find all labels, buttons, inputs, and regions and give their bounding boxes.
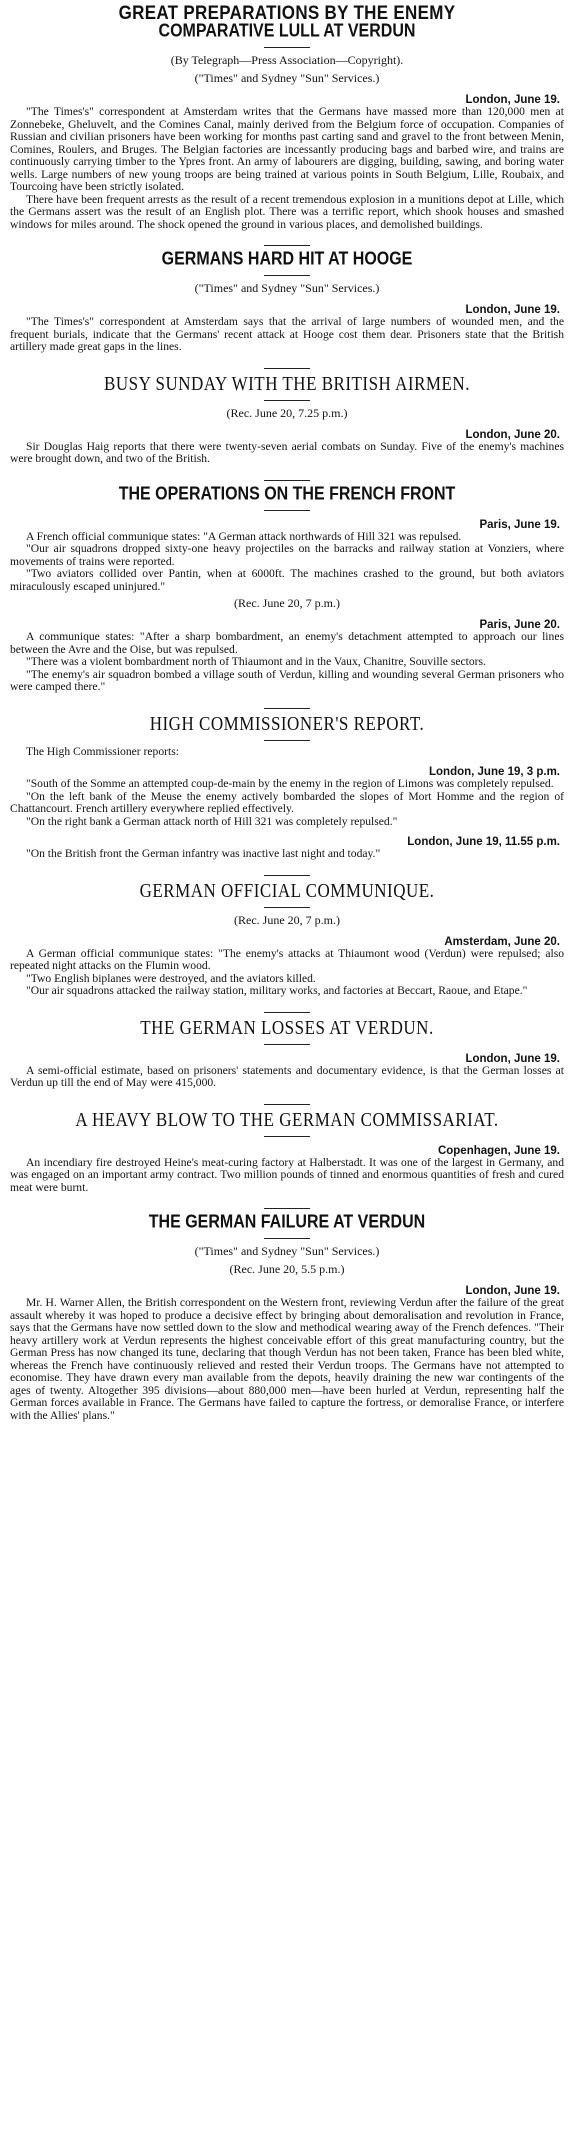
article-heading: GERMANS HARD HIT AT HOOGE <box>161 249 413 270</box>
divider-rule <box>264 400 310 401</box>
article-heading: GERMAN OFFICIAL COMMUNIQUE. <box>139 879 435 901</box>
paragraph: "There was a violent bombardment north of Thiaumont and in the Vaux, Chanitre, Souville sectors. <box>26 655 486 668</box>
paragraph: A French official communique states: "A German attack northwards of Hill 321 was repulsed. <box>26 529 462 543</box>
paragraph: "The enemy's air squadron bombed a village south of Verdun, killing and wounding several German prisoners who were camped there." <box>10 667 564 693</box>
article-section <box>10 23 564 231</box>
dateline: Copenhagen, June 19. <box>437 1144 560 1157</box>
paragraph: "Our air squadrons attacked the railway station, military works, and factories at Beccart, Raoue, and Etape." <box>26 984 528 997</box>
divider-rule <box>264 1208 310 1209</box>
dateline: London, June 19. <box>465 1052 560 1065</box>
article-heading: THE GERMAN FAILURE AT VERDUN <box>148 1212 426 1233</box>
paragraph: "Two aviators collided over Pantin, when at 6000ft. The machines crashed to the ground, but both aviators miraculously escaped uninjured." <box>10 567 564 593</box>
article-heading: BUSY SUNDAY WITH THE BRITISH AIRMEN. <box>104 372 470 394</box>
page-title: GREAT PREPARATIONS BY THE ENEMY <box>118 1 456 24</box>
paragraph: "Two English biplanes were destroyed, and the aviators killed. <box>26 971 316 985</box>
dateline: Paris, June 20. <box>479 619 560 631</box>
article-section <box>10 480 564 694</box>
article-heading: COMPARATIVE LULL AT VERDUN <box>158 21 416 42</box>
divider-rule <box>264 47 310 48</box>
divider-rule <box>264 740 310 741</box>
article-heading: HIGH COMMISSIONER'S REPORT. <box>149 712 425 734</box>
divider-rule <box>264 1044 310 1045</box>
article-heading: A HEAVY BLOW TO THE GERMAN COMMISSARIAT. <box>75 1108 499 1130</box>
article-heading: THE GERMAN LOSSES AT VERDUN. <box>140 1016 434 1038</box>
article-section <box>10 1208 564 1422</box>
dateline: Amsterdam, June 20. <box>444 935 560 948</box>
paragraph: An incendiary fire destroyed Heine's meat-curing factory at Halberstadt. It was one of the largest in Germany, and was engaged on an important army contract. Two million pounds of tinned and enormous quantities of fresh and cured meat were burnt. <box>10 1155 564 1194</box>
article-section <box>10 368 564 466</box>
article-section <box>10 1104 564 1195</box>
service-credit: ("Times" and Sydney "Sun" Services.) <box>194 281 380 295</box>
paragraph: Mr. H. Warner Allen, the British correspondent on the Western front, reviewing Verdun after the failure of the great assault whereby it was hoped to produce a decisive effect by bringing about demoralisation and revolution in France, says that the Germans have now settled down to the slow and methodical wearing away of the French defences. "Their heavy artillery work at Verdun represents the highest conceivable effort of this great manufacturing country, but the German Press has now changed its tune, declaring that though Verdun has not been taken, France has been bled white, whereas the French have continuously relieved and rested their Verdun troops. The Germans have not attempted to economise. They have drawn every man available from the depots, heavily draining the new war contingents of the ages of twenty. Altogether 395 divisions—about 880,000 men—have been hurled at Verdun, representing half the German forces available in France. The Germans have failed to capture the fortress, or demoralise France, or interfere with the Allies' plans." <box>10 1296 564 1422</box>
divider-rule <box>264 907 310 908</box>
paragraph: "On the right bank a German attack north of Hill 321 was completely repulsed." <box>26 814 398 828</box>
dateline: London, June 19. <box>465 1285 560 1297</box>
divider-rule <box>264 875 310 876</box>
service-credit: (Rec. June 20, 7.25 p.m.) <box>226 405 348 420</box>
received-line: (Rec. June 20, 7 p.m.) <box>234 596 340 610</box>
paragraph: A semi-official estimate, based on prisoners' statements and documentary evidence, is that the German losses at Verdun up till the end of May were 415,000. <box>10 1063 564 1089</box>
dateline: Paris, June 19. <box>479 518 560 531</box>
dateline: London, June 19, 3 p.m. <box>429 766 560 778</box>
dateline: London, June 19. <box>465 94 560 106</box>
divider-rule <box>264 1136 310 1137</box>
divider-rule <box>264 1238 310 1239</box>
article-heading: THE OPERATIONS ON THE FRENCH FRONT <box>118 484 456 504</box>
article-section <box>10 875 564 998</box>
dateline: London, June 20. <box>465 428 560 441</box>
divider-rule <box>264 1104 310 1105</box>
divider-rule <box>264 275 310 276</box>
paragraph: "On the British front the German infantry was inactive last night and today." <box>26 847 381 860</box>
paragraph: "South of the Somme an attempted coup-de-main by the enemy in the region of Limons was completely repulsed. <box>26 777 554 790</box>
dateline: London, June 19, 11.55 p.m. <box>407 836 560 848</box>
dateline: London, June 19. <box>465 304 560 316</box>
service-credit: (By Telegraph—Press Association—Copyright). <box>170 53 404 67</box>
article-section <box>10 245 564 354</box>
divider-rule <box>264 480 310 481</box>
service-credit: ("Times" and Sydney "Sun" Services.) <box>194 71 380 85</box>
paragraph: "On the left bank of the Meuse the enemy actively bombarded the slopes of Mort Homme and the region of Chattancourt. French artillery everywhere replied effectively. <box>10 789 564 815</box>
paragraph: "Our air squadrons dropped sixty-one heavy projectiles on the barracks and railway station at Vonziers, where movements of trains were reported. <box>10 542 564 568</box>
paragraph: Sir Douglas Haig reports that there were twenty-seven aerial combats on Sunday. Five of the enemy's machines were brought down, and two of the British. <box>10 439 564 465</box>
lead-line: The High Commissioner reports: <box>26 744 179 758</box>
service-credit: ("Times" and Sydney "Sun" Services.) <box>194 1244 380 1258</box>
divider-rule <box>264 708 310 709</box>
paragraph: "The Times's" correspondent at Amsterdam writes that the Germans have massed more than 120,000 men at Zonnebeke, Gheluvelt, and the Comines Canal, mainly derived from the Belgium force of occupation. Companies of Russian and civilian prisoners have been working for months past carting sand and gravel to the front between Menin, Comines, Roulers, and Bruges. The Belgian factories are incessantly producing bags and barbed wire, and trains are continuously carrying timber to the Ypres front. An army of labourers are digging, building, sawing, and boring water wells. Large numbers of new young troops are being trained at various points in South Belgium, Lille, Roubaix, and Tourcoing have been strictly isolated. <box>10 105 564 193</box>
article-section <box>10 1012 564 1090</box>
service-credit: (Rec. June 20, 7 p.m.) <box>234 912 340 927</box>
paragraph: A German official communique states: "The enemy's attacks at Thiaumont wood (Verdun) were repulsed; also repeated night attacks on the Flumin wood. <box>10 946 564 972</box>
service-credit: (Rec. June 20, 5.5 p.m.) <box>229 1262 345 1276</box>
paragraph: A communique states: "After a sharp bombardment, an enemy's detachment attempted to approach our lines between the Avre and the Oise, but was repulsed. <box>10 630 564 656</box>
divider-rule <box>264 1012 310 1013</box>
paragraph: There have been frequent arrests as the result of a recent tremendous explosion in a munitions depot at Lille, which the Germans assert was the result of an English plot. There was a terrific report, which shook houses and smashed windows for miles around. The shock opened the ground in various places, and demolished buildings. <box>10 192 564 231</box>
divider-rule <box>264 510 310 511</box>
divider-rule <box>264 245 310 246</box>
divider-rule <box>264 368 310 369</box>
paragraph: "The Times's" correspondent at Amsterdam says that the arrival of large numbers of wounded men, and the frequent burials, indicate that the Germans' recent attack at Hooge cost them dear. Prisoners state that the British artillery made great gaps in the lines. <box>10 315 564 353</box>
article-section <box>10 708 564 861</box>
